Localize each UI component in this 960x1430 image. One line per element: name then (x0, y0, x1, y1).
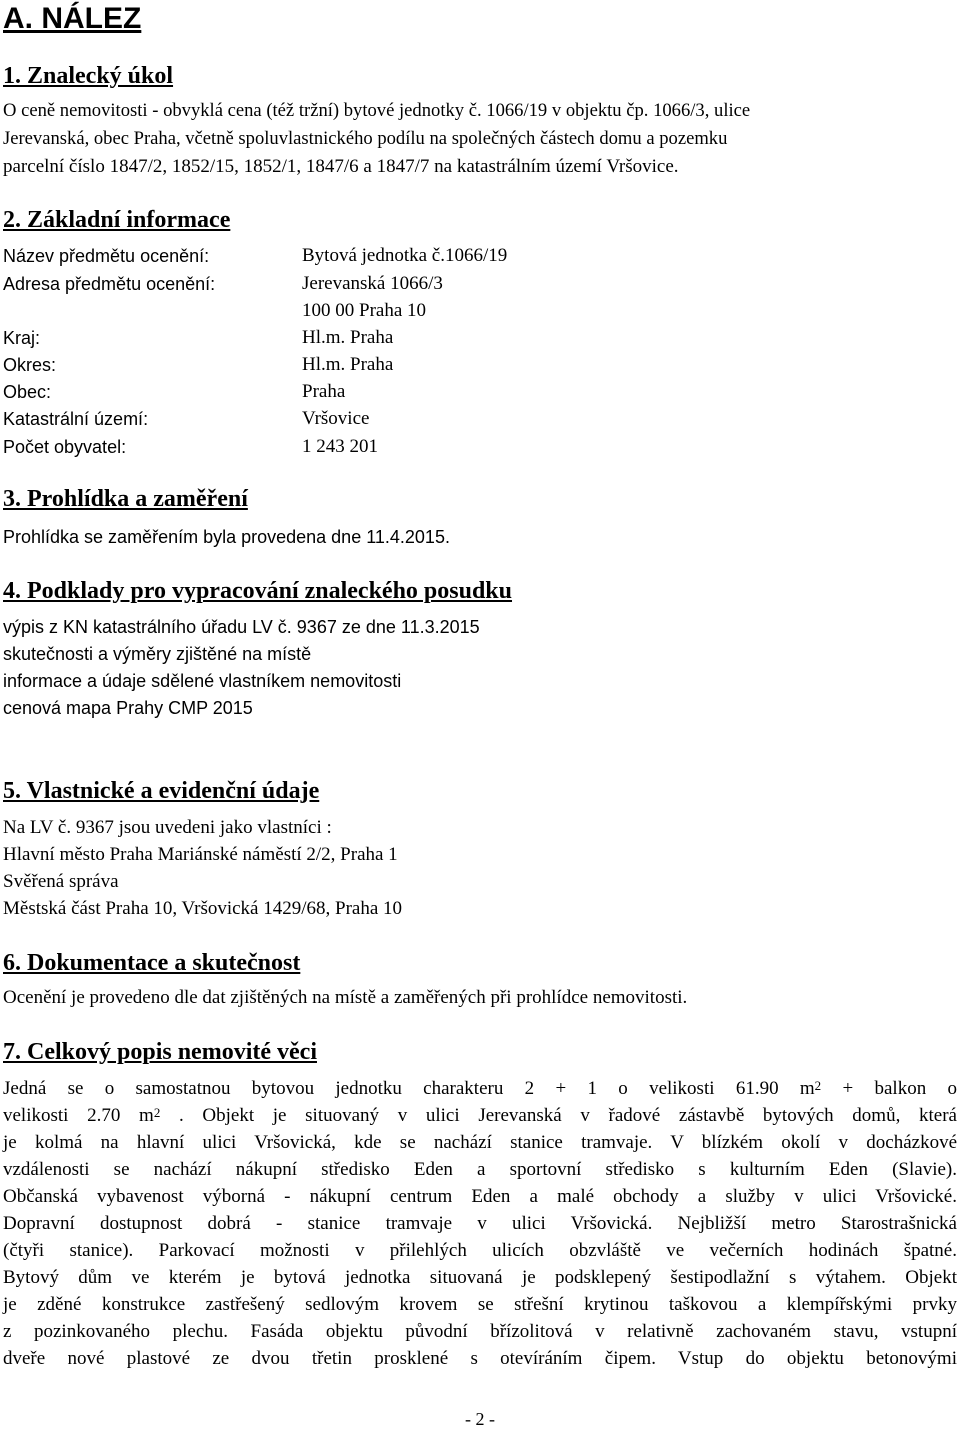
s5-item: Na LV č. 9367 jsou uvedeni jako vlastníci : (3, 817, 332, 838)
s7-line: Dopravní dostupnost dobrá - stanice tramvaje v ulici Vršovická. Nejbližší metro Starostrašnická (3, 1213, 957, 1234)
s5-item: Svěřená správa (3, 871, 119, 892)
section-title-7: 7. Celkový popis nemovité věci (3, 1039, 317, 1065)
page-heading: A. NÁLEZ (3, 2, 142, 35)
s7-line: Občanská vybavenost výborná - nákupní centrum Eden a malé obchody a služby v ulici Vršovické. (3, 1186, 957, 1207)
info-label: Kraj: (3, 328, 41, 348)
s4-item: cenová mapa Prahy CMP 2015 (3, 698, 253, 718)
s7-line: z pozinkovaného plechu. Fasáda objektu původní břízolitová v relativně zachovaném stavu, vstupní (3, 1321, 957, 1342)
s7-line: (čtyři stanice). Parkovací možnosti v přilehlých ulicích obzvláště ve večerních hodinách špatné. (3, 1240, 957, 1261)
s4-item: informace a údaje sdělené vlastníkem nemovitosti (3, 671, 402, 691)
s7-line: dveře nové plastové ze dvou třetin prosklené s otevíráním čipem. Vstup do objektu betonovými (3, 1348, 957, 1369)
s1-line-3: parcelní číslo 1847/2, 1852/15, 1852/1, 1847/6 a 1847/7 na katastrálním území Vršovice. (3, 156, 679, 177)
section-title-5: 5. Vlastnické a evidenční údaje (3, 778, 320, 804)
s1-line-1: O ceně nemovitosti - obvyklá cena (též tržní) bytové jednotky č. 1066/19 v objektu čp. 1066/3, ulice (3, 100, 751, 121)
s7-line: vzdálenosti se nachází nákupní středisko Eden a sportovní středisko s kulturním Eden (Slavie). (3, 1159, 957, 1180)
info-value: Vršovice (302, 408, 370, 429)
info-value: Hl.m. Praha (302, 327, 394, 348)
s7-line-1b: + balkon o (821, 1078, 957, 1099)
section-title-6: 6. Dokumentace a skutečnost (3, 950, 301, 976)
page-number: - 2 - (465, 1409, 495, 1429)
s7-line-1a: Jedná se o samostatnou bytovou jednotku charakteru 2 + 1 o velikosti 61.90 m (3, 1078, 815, 1099)
info-label: Adresa předmětu ocenění: (3, 274, 216, 294)
s7-line: je zděné konstrukce zastřešený sedlovým krovem se střešní krytinou taškovou a klempířskými prvky (3, 1294, 957, 1315)
info-label: Název předmětu ocenění: (3, 246, 210, 266)
info-label: Počet obyvatel: (3, 437, 127, 457)
info-value: 1 243 201 (302, 436, 378, 457)
info-value: Bytová jednotka č.1066/19 (302, 245, 508, 266)
s5-item: Hlavní město Praha Mariánské náměstí 2/2, Praha 1 (3, 844, 398, 865)
section-title-4: 4. Podklady pro vypracování znaleckého posudku (3, 578, 513, 604)
section-title-2: 2. Základní informace (3, 207, 231, 233)
s7-line-2a: velikosti 2.70 m (3, 1105, 154, 1126)
s7-line: je kolmá na hlavní ulici Vršovická, kde se nachází stanice tramvaje. V blízkém okolí v docházkové (3, 1132, 957, 1153)
s4-item: skutečnosti a výměry zjištěné na místě (3, 644, 312, 664)
info-value: Jerevanská 1066/3 (302, 273, 443, 294)
info-label: Okres: (3, 355, 57, 375)
section-title-1: 1. Znalecký úkol (3, 63, 174, 89)
s7-line (3, 1075, 957, 1102)
superscript: 2 (814, 1078, 822, 1093)
superscript: 2 (153, 1105, 161, 1120)
s7-line-2b: . Objekt je situovaný v ulici Jerevanská v řadové zástavbě bytových domů, která (160, 1105, 957, 1126)
s7-line: Bytový dům ve kterém je bytová jednotka situovaná je podsklepený šestipodlažní s výtahem. Objekt (3, 1267, 957, 1288)
s3-text: Prohlídka se zaměřením byla provedena dne 11.4.2015. (3, 527, 450, 547)
s1-line-2: Jerevanská, obec Praha, včetně spoluvlastnického podílu na společných částech domu a pozemku (3, 128, 728, 149)
s5-item: Městská část Praha 10, Vršovická 1429/68, Praha 10 (3, 898, 403, 919)
s6-text: Ocenění je provedeno dle dat zjištěných na místě a zaměřených při prohlídce nemovitosti. (3, 987, 688, 1008)
info-value: Hl.m. Praha (302, 354, 394, 375)
info-label: Katastrální území: (3, 409, 149, 429)
s4-item: výpis z KN katastrálního úřadu LV č. 9367 ze dne 11.3.2015 (3, 617, 480, 637)
info-label: Obec: (3, 382, 52, 402)
section-title-3: 3. Prohlídka a zaměření (3, 486, 248, 512)
info-value: 100 00 Praha 10 (302, 300, 427, 321)
info-value: Praha (302, 381, 346, 402)
s7-line (3, 1102, 957, 1129)
